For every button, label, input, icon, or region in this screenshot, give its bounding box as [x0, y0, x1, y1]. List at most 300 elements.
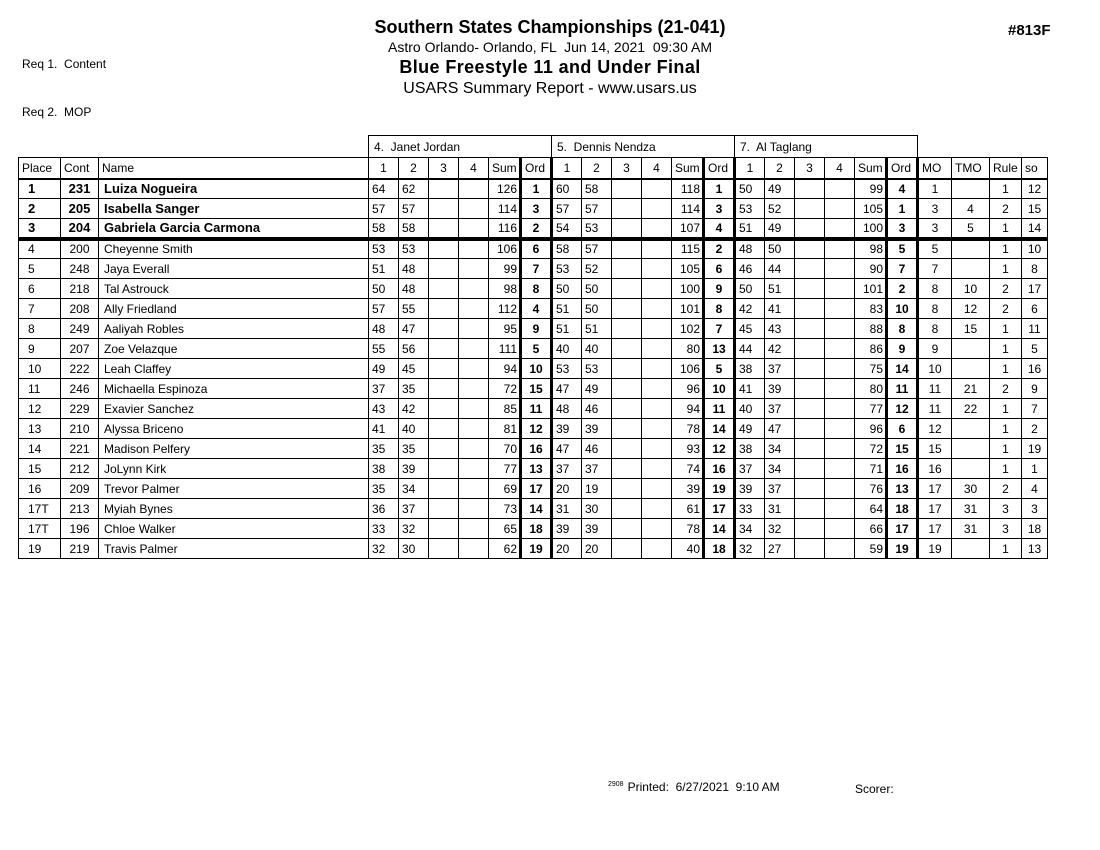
judge1-ordinal-cell: 2 — [521, 219, 552, 239]
judge3-sum-cell: 72 — [855, 439, 887, 459]
majority-ordinal-cell: 12 — [918, 419, 952, 439]
judge2-score2-cell: 50 — [582, 279, 612, 299]
judge2-ordinal-cell: 8 — [704, 299, 735, 319]
judge1-sum-cell: 95 — [489, 319, 521, 339]
judge3-ordinal-cell: 4 — [887, 179, 918, 199]
judge3-score2-cell: 37 — [765, 359, 795, 379]
judge3-score3-cell — [795, 179, 825, 199]
judge2-score2-cell: 37 — [582, 459, 612, 479]
majority-ordinal-cell: 10 — [918, 359, 952, 379]
judge3-sum-cell: 75 — [855, 359, 887, 379]
col-header-judge2-2: 2 — [582, 158, 612, 179]
judge2-sum-cell: 114 — [672, 199, 704, 219]
judge2-score4-cell — [642, 459, 672, 479]
result-row-place-8 — [19, 319, 1048, 339]
judge3-score3-cell — [795, 359, 825, 379]
result-row-place-16 — [19, 479, 1048, 499]
judge1-score4-cell — [459, 539, 489, 559]
judge1-score3-cell — [429, 479, 459, 499]
judge1-score1-cell: 53 — [369, 239, 399, 259]
judge1-sum-cell: 99 — [489, 259, 521, 279]
results-table-wrap — [18, 135, 1048, 559]
judge1-score1-cell: 57 — [369, 199, 399, 219]
judge2-ordinal-cell: 12 — [704, 439, 735, 459]
sum-ordinals-cell: 16 — [1022, 359, 1048, 379]
judge1-ordinal-cell: 5 — [521, 339, 552, 359]
judge2-sum-cell: 94 — [672, 399, 704, 419]
skater-name-cell: Jaya Everall — [99, 259, 369, 279]
judge3-sum-cell: 88 — [855, 319, 887, 339]
judge1-score3-cell — [429, 259, 459, 279]
judge1-sum-cell: 72 — [489, 379, 521, 399]
sum-ordinals-cell: 14 — [1022, 219, 1048, 239]
judge2-score3-cell — [612, 399, 642, 419]
contestant-number-cell: 231 — [61, 179, 99, 199]
result-row-place-19 — [19, 539, 1048, 559]
sum-ordinals-cell: 8 — [1022, 259, 1048, 279]
judge3-score1-cell: 42 — [735, 299, 765, 319]
place-cell: 3 — [19, 219, 61, 239]
judge3-sum-cell: 83 — [855, 299, 887, 319]
judge1-sum-cell: 70 — [489, 439, 521, 459]
rule-cell: 1 — [990, 539, 1022, 559]
judge3-score4-cell — [825, 439, 855, 459]
majority-ordinal-cell: 8 — [918, 299, 952, 319]
report-code: #813F — [1008, 22, 1051, 39]
judge1-score4-cell — [459, 339, 489, 359]
judge3-score2-cell: 37 — [765, 399, 795, 419]
judge2-score2-cell: 57 — [582, 199, 612, 219]
judge3-score1-cell: 51 — [735, 219, 765, 239]
rule-cell: 1 — [990, 419, 1022, 439]
judge1-ordinal-cell: 10 — [521, 359, 552, 379]
judge3-sum-cell: 98 — [855, 239, 887, 259]
judge1-score3-cell — [429, 279, 459, 299]
total-majority-ordinal-cell: 4 — [952, 199, 990, 219]
judge1-score1-cell: 41 — [369, 419, 399, 439]
judge1-score2-cell: 37 — [399, 499, 429, 519]
judge3-score2-cell: 49 — [765, 179, 795, 199]
col-header-judge3-3: 3 — [795, 158, 825, 179]
contestant-number-cell: 200 — [61, 239, 99, 259]
judge2-score3-cell — [612, 239, 642, 259]
place-cell: 2 — [19, 199, 61, 219]
judge2-score4-cell — [642, 379, 672, 399]
judge2-score4-cell — [642, 259, 672, 279]
judge1-score2-cell: 47 — [399, 319, 429, 339]
judge2-score2-cell: 52 — [582, 259, 612, 279]
total-majority-ordinal-cell — [952, 179, 990, 199]
judge1-score2-cell: 34 — [399, 479, 429, 499]
judge3-sum-cell: 101 — [855, 279, 887, 299]
judge2-score4-cell — [642, 419, 672, 439]
judge3-score1-cell: 33 — [735, 499, 765, 519]
judge3-sum-cell: 90 — [855, 259, 887, 279]
judge1-sum-cell: 85 — [489, 399, 521, 419]
contestant-number-cell: 210 — [61, 419, 99, 439]
col-header-so: so — [1022, 158, 1048, 179]
rule-cell: 2 — [990, 199, 1022, 219]
col-header-judge1-1: 1 — [369, 158, 399, 179]
judge2-ordinal-cell: 4 — [704, 219, 735, 239]
judge1-score2-cell: 62 — [399, 179, 429, 199]
total-majority-ordinal-cell: 30 — [952, 479, 990, 499]
judge2-ordinal-cell: 2 — [704, 239, 735, 259]
judge2-score3-cell — [612, 259, 642, 279]
result-row-place-7 — [19, 299, 1048, 319]
judge2-score4-cell — [642, 219, 672, 239]
judge2-score3-cell — [612, 479, 642, 499]
judge3-score2-cell: 34 — [765, 459, 795, 479]
sum-ordinals-cell: 11 — [1022, 319, 1048, 339]
place-cell: 10 — [19, 359, 61, 379]
judge2-score4-cell — [642, 199, 672, 219]
judge3-ordinal-cell: 3 — [887, 219, 918, 239]
judge3-ordinal-cell: 2 — [887, 279, 918, 299]
championship-title: Southern States Championships (21-041) — [374, 17, 726, 37]
judge3-score4-cell — [825, 519, 855, 539]
judge3-sum-cell: 99 — [855, 179, 887, 199]
place-cell: 15 — [19, 459, 61, 479]
place-cell: 1 — [19, 179, 61, 199]
skater-name-cell: Leah Claffey — [99, 359, 369, 379]
place-cell: 14 — [19, 439, 61, 459]
judge1-score1-cell: 35 — [369, 439, 399, 459]
col-header-place: Place — [19, 158, 61, 179]
rule-cell: 1 — [990, 439, 1022, 459]
skater-name-cell: Luiza Nogueira — [99, 179, 369, 199]
place-cell: 9 — [19, 339, 61, 359]
col-header-name: Name — [99, 158, 369, 179]
judge1-sum-cell: 114 — [489, 199, 521, 219]
judge2-ordinal-cell: 5 — [704, 359, 735, 379]
judge1-score4-cell — [459, 239, 489, 259]
judge1-score3-cell — [429, 439, 459, 459]
total-majority-ordinal-cell — [952, 459, 990, 479]
judge2-score1-cell: 31 — [552, 499, 582, 519]
judge1-score2-cell: 39 — [399, 459, 429, 479]
judge1-ordinal-cell: 7 — [521, 259, 552, 279]
result-row-place-4 — [19, 239, 1048, 259]
result-row-place-15 — [19, 459, 1048, 479]
judge3-ordinal-cell: 6 — [887, 419, 918, 439]
column-header-row — [19, 158, 1048, 179]
judge1-score2-cell: 53 — [399, 239, 429, 259]
judge3-score4-cell — [825, 339, 855, 359]
judge3-score1-cell: 50 — [735, 179, 765, 199]
skater-name-cell: Zoe Velazque — [99, 339, 369, 359]
rule-cell: 1 — [990, 179, 1022, 199]
judge1-sum-cell: 81 — [489, 419, 521, 439]
judge2-score4-cell — [642, 299, 672, 319]
place-cell: 12 — [19, 399, 61, 419]
judge2-score2-cell: 50 — [582, 299, 612, 319]
judge2-ordinal-cell: 14 — [704, 419, 735, 439]
judge1-score3-cell — [429, 319, 459, 339]
place-cell: 17T — [19, 499, 61, 519]
judge3-score4-cell — [825, 459, 855, 479]
rule-cell: 2 — [990, 299, 1022, 319]
results-table — [18, 135, 1048, 559]
judge2-ordinal-cell: 18 — [704, 539, 735, 559]
judge3-score3-cell — [795, 279, 825, 299]
skater-name-cell: Myiah Bynes — [99, 499, 369, 519]
judge1-ordinal-cell: 18 — [521, 519, 552, 539]
total-majority-ordinal-cell — [952, 339, 990, 359]
judge2-sum-cell: 96 — [672, 379, 704, 399]
judge2-sum-cell: 39 — [672, 479, 704, 499]
col-header-rule: Rule — [990, 158, 1022, 179]
judge2-score1-cell: 39 — [552, 519, 582, 539]
result-row-place-17T — [19, 519, 1048, 539]
judge3-score4-cell — [825, 179, 855, 199]
judge2-score2-cell: 46 — [582, 439, 612, 459]
judge1-score2-cell: 48 — [399, 279, 429, 299]
rule-cell: 2 — [990, 279, 1022, 299]
judge3-score4-cell — [825, 399, 855, 419]
judge2-sum-cell: 74 — [672, 459, 704, 479]
judge2-score1-cell: 47 — [552, 379, 582, 399]
judge2-score1-cell: 58 — [552, 239, 582, 259]
judge2-sum-cell: 118 — [672, 179, 704, 199]
skater-name-cell: Michaella Espinoza — [99, 379, 369, 399]
judge3-score1-cell: 32 — [735, 539, 765, 559]
judge2-score3-cell — [612, 499, 642, 519]
judge1-score2-cell: 35 — [399, 439, 429, 459]
judge1-score2-cell: 40 — [399, 419, 429, 439]
place-cell: 7 — [19, 299, 61, 319]
contestant-number-cell: 248 — [61, 259, 99, 279]
judge1-score1-cell: 57 — [369, 299, 399, 319]
judge1-score3-cell — [429, 519, 459, 539]
judge3-score2-cell: 32 — [765, 519, 795, 539]
judge3-score4-cell — [825, 419, 855, 439]
judge2-score1-cell: 20 — [552, 539, 582, 559]
judge1-sum-cell: 69 — [489, 479, 521, 499]
judge2-score1-cell: 50 — [552, 279, 582, 299]
judge1-score4-cell — [459, 459, 489, 479]
judge2-score4-cell — [642, 239, 672, 259]
rule-cell: 2 — [990, 379, 1022, 399]
judge3-score1-cell: 41 — [735, 379, 765, 399]
judge1-score1-cell: 48 — [369, 319, 399, 339]
scorer-label: Scorer: — [855, 782, 894, 796]
contestant-number-cell: 207 — [61, 339, 99, 359]
judge1-score2-cell: 58 — [399, 219, 429, 239]
judge3-score2-cell: 47 — [765, 419, 795, 439]
event-title: Blue Freestyle 11 and Under Final — [399, 57, 701, 77]
requirement-2: Req 2. MOP — [22, 105, 92, 119]
contestant-number-cell: 249 — [61, 319, 99, 339]
version-number: 2908 — [608, 781, 624, 788]
rule-cell: 2 — [990, 479, 1022, 499]
judge2-sum-cell: 100 — [672, 279, 704, 299]
judge3-ordinal-cell: 13 — [887, 479, 918, 499]
judge3-ordinal-cell: 9 — [887, 339, 918, 359]
judge1-ordinal-cell: 8 — [521, 279, 552, 299]
skater-name-cell: Isabella Sanger — [99, 199, 369, 219]
judge2-ordinal-cell: 19 — [704, 479, 735, 499]
majority-ordinal-cell: 17 — [918, 499, 952, 519]
result-row-place-10 — [19, 359, 1048, 379]
contestant-number-cell: 205 — [61, 199, 99, 219]
rule-cell: 1 — [990, 359, 1022, 379]
judge1-sum-cell: 112 — [489, 299, 521, 319]
printed-label: Printed: 6/27/2021 9:10 AM — [627, 780, 780, 794]
judge3-ordinal-cell: 7 — [887, 259, 918, 279]
judge-header-row — [19, 136, 1048, 158]
sum-ordinals-cell: 3 — [1022, 499, 1048, 519]
judge2-score2-cell: 53 — [582, 219, 612, 239]
judge3-ordinal-cell: 17 — [887, 519, 918, 539]
judge2-ordinal-cell: 3 — [704, 199, 735, 219]
majority-ordinal-cell: 3 — [918, 219, 952, 239]
rule-cell: 3 — [990, 499, 1022, 519]
judge2-score3-cell — [612, 539, 642, 559]
col-header-judge3-1: 1 — [735, 158, 765, 179]
result-row-place-13 — [19, 419, 1048, 439]
judge1-score4-cell — [459, 259, 489, 279]
judge3-score3-cell — [795, 379, 825, 399]
judge3-ordinal-cell: 8 — [887, 319, 918, 339]
judge2-score1-cell: 51 — [552, 319, 582, 339]
judge3-sum-cell: 66 — [855, 519, 887, 539]
col-header-judge2-1: 1 — [552, 158, 582, 179]
judge1-score4-cell — [459, 179, 489, 199]
judge1-score2-cell: 56 — [399, 339, 429, 359]
judge1-sum-cell: 126 — [489, 179, 521, 199]
skater-name-cell: Tal Astrouck — [99, 279, 369, 299]
judge1-score1-cell: 43 — [369, 399, 399, 419]
judge3-score1-cell: 49 — [735, 419, 765, 439]
judge3-score1-cell: 45 — [735, 319, 765, 339]
total-majority-ordinal-cell: 22 — [952, 399, 990, 419]
judge2-score1-cell: 48 — [552, 399, 582, 419]
judge2-score3-cell — [612, 519, 642, 539]
judge1-sum-cell: 106 — [489, 239, 521, 259]
judge3-score4-cell — [825, 219, 855, 239]
majority-ordinal-cell: 11 — [918, 379, 952, 399]
judge3-sum-cell: 76 — [855, 479, 887, 499]
judge1-score1-cell: 38 — [369, 459, 399, 479]
judge2-score4-cell — [642, 339, 672, 359]
skater-name-cell: Chloe Walker — [99, 519, 369, 539]
judge2-score3-cell — [612, 199, 642, 219]
judge3-score4-cell — [825, 279, 855, 299]
judge1-ordinal-cell: 13 — [521, 459, 552, 479]
majority-ordinal-cell: 9 — [918, 339, 952, 359]
sum-ordinals-cell: 12 — [1022, 179, 1048, 199]
total-majority-ordinal-cell — [952, 239, 990, 259]
judge2-score4-cell — [642, 359, 672, 379]
judge1-ordinal-cell: 15 — [521, 379, 552, 399]
judge3-score2-cell: 52 — [765, 199, 795, 219]
judge3-score2-cell: 51 — [765, 279, 795, 299]
judge2-score3-cell — [612, 339, 642, 359]
judge1-score1-cell: 55 — [369, 339, 399, 359]
judge1-score2-cell: 35 — [399, 379, 429, 399]
judge2-score4-cell — [642, 319, 672, 339]
judge2-score2-cell: 57 — [582, 239, 612, 259]
judge2-score3-cell — [612, 419, 642, 439]
judge1-score4-cell — [459, 199, 489, 219]
judge3-score3-cell — [795, 439, 825, 459]
judge1-score1-cell: 49 — [369, 359, 399, 379]
judge1-score3-cell — [429, 219, 459, 239]
judge1-score2-cell: 45 — [399, 359, 429, 379]
judge1-score4-cell — [459, 379, 489, 399]
majority-ordinal-cell: 3 — [918, 199, 952, 219]
judge3-score3-cell — [795, 459, 825, 479]
contestant-number-cell: 246 — [61, 379, 99, 399]
col-header-judge1-4: 4 — [459, 158, 489, 179]
majority-ordinal-cell: 19 — [918, 539, 952, 559]
judge3-score4-cell — [825, 259, 855, 279]
judge3-score3-cell — [795, 519, 825, 539]
judge2-score3-cell — [612, 279, 642, 299]
total-majority-ordinal-cell: 31 — [952, 499, 990, 519]
majority-ordinal-cell: 8 — [918, 279, 952, 299]
report-subtitle: USARS Summary Report - www.usars.us — [403, 80, 697, 97]
judge1-score3-cell — [429, 359, 459, 379]
judge3-score2-cell: 44 — [765, 259, 795, 279]
judge-row-spacer-left — [19, 136, 369, 158]
judge3-score2-cell: 42 — [765, 339, 795, 359]
judge1-score4-cell — [459, 279, 489, 299]
total-majority-ordinal-cell — [952, 259, 990, 279]
judge3-sum-cell: 71 — [855, 459, 887, 479]
judge2-score1-cell: 20 — [552, 479, 582, 499]
judge1-score3-cell — [429, 459, 459, 479]
contestant-number-cell: 196 — [61, 519, 99, 539]
result-row-place-2 — [19, 199, 1048, 219]
judge2-score4-cell — [642, 499, 672, 519]
judge1-score2-cell: 55 — [399, 299, 429, 319]
judge1-ordinal-cell: 9 — [521, 319, 552, 339]
judge3-score2-cell: 39 — [765, 379, 795, 399]
judge1-sum-cell: 73 — [489, 499, 521, 519]
result-row-place-5 — [19, 259, 1048, 279]
judge3-ordinal-cell: 15 — [887, 439, 918, 459]
majority-ordinal-cell: 15 — [918, 439, 952, 459]
rule-cell: 1 — [990, 219, 1022, 239]
skater-name-cell: Alyssa Briceno — [99, 419, 369, 439]
judge3-ordinal-cell: 10 — [887, 299, 918, 319]
judge3-score3-cell — [795, 479, 825, 499]
judge2-score2-cell: 40 — [582, 339, 612, 359]
judge2-score2-cell: 46 — [582, 399, 612, 419]
judge3-sum-cell: 64 — [855, 499, 887, 519]
judge2-score2-cell: 39 — [582, 419, 612, 439]
rule-cell: 1 — [990, 239, 1022, 259]
judge1-ordinal-cell: 12 — [521, 419, 552, 439]
judge2-sum-cell: 78 — [672, 419, 704, 439]
judge1-sum-cell: 111 — [489, 339, 521, 359]
judge3-sum-cell: 86 — [855, 339, 887, 359]
judge3-score3-cell — [795, 499, 825, 519]
judge1-sum-cell: 94 — [489, 359, 521, 379]
judge2-score3-cell — [612, 299, 642, 319]
skater-name-cell: Travis Palmer — [99, 539, 369, 559]
judge3-score3-cell — [795, 299, 825, 319]
judge1-score4-cell — [459, 479, 489, 499]
judge2-sum-cell: 107 — [672, 219, 704, 239]
col-header-judge1-3: 3 — [429, 158, 459, 179]
judge3-ordinal-cell: 16 — [887, 459, 918, 479]
judge1-score4-cell — [459, 359, 489, 379]
judge1-score3-cell — [429, 499, 459, 519]
judge3-score2-cell: 31 — [765, 499, 795, 519]
